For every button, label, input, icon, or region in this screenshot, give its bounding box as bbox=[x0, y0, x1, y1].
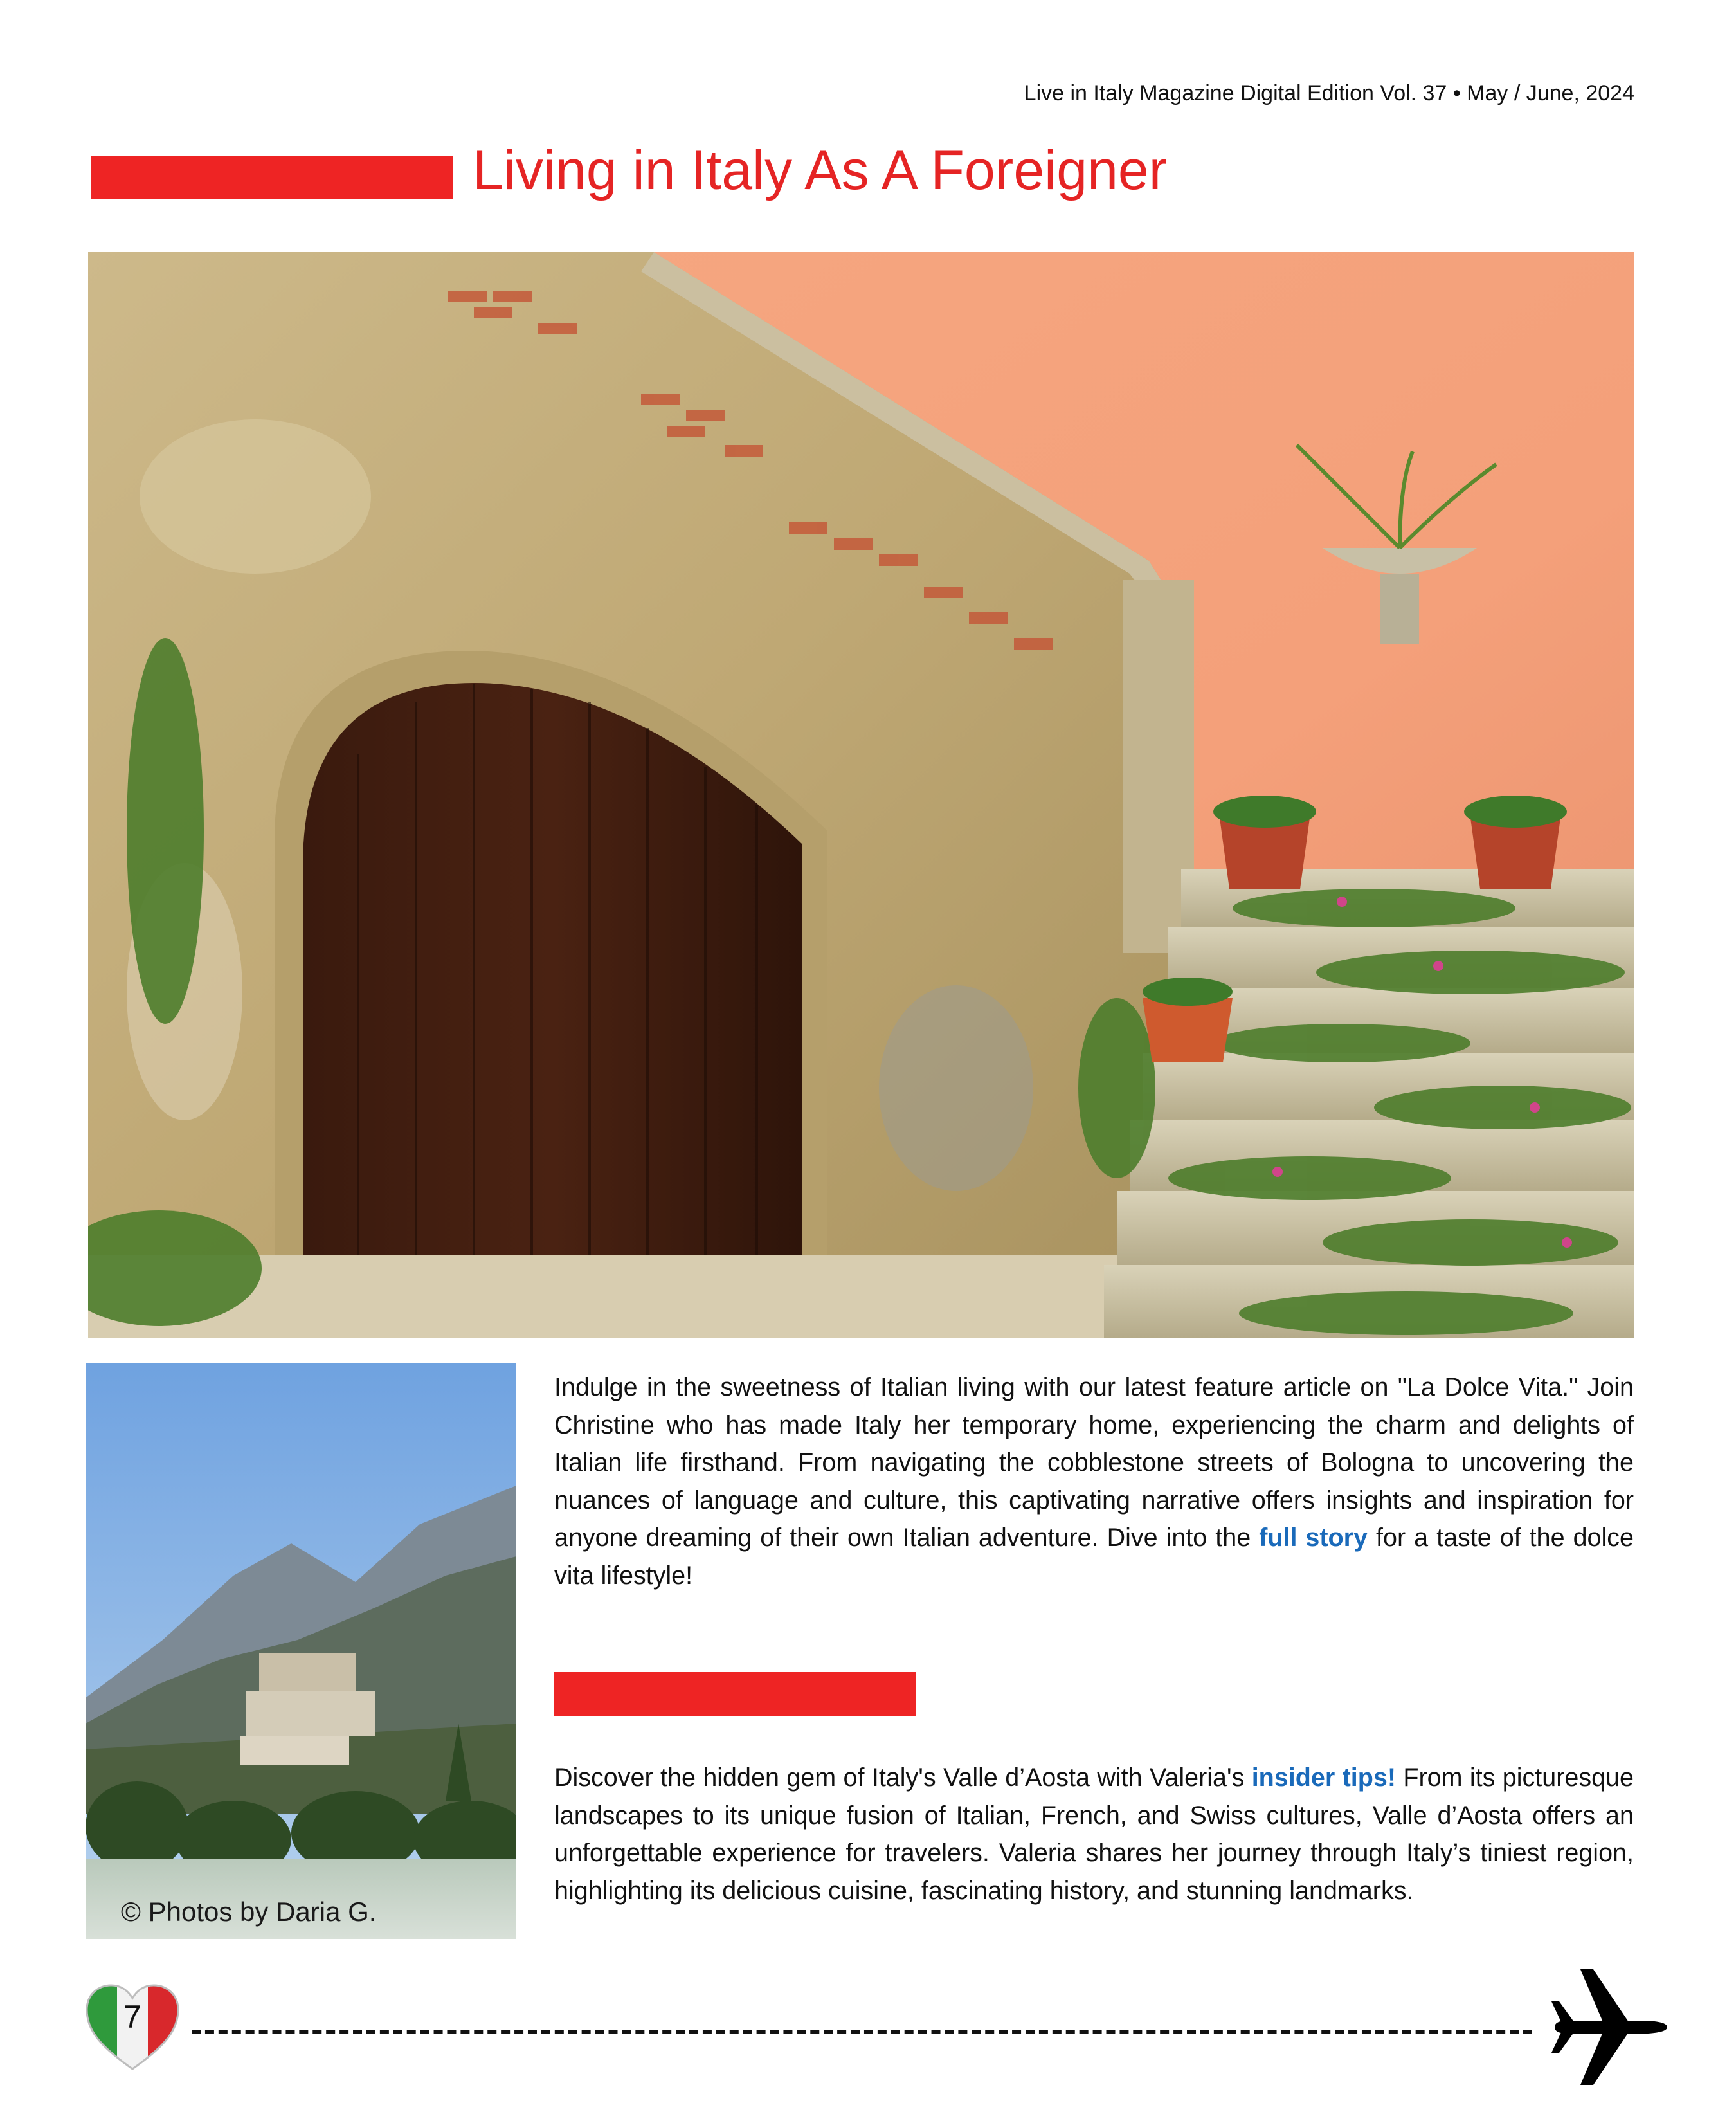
article2-text-start: Discover the hidden gem of Italy's Valle d’Aosta with Valeria's bbox=[554, 1763, 1252, 1792]
airplane-icon bbox=[1542, 1963, 1670, 2091]
hero-photo-archway bbox=[88, 252, 1634, 1338]
photo-credit: © Photos by Daria G. bbox=[121, 1897, 377, 1927]
insider-tips-link[interactable]: insider tips! bbox=[1251, 1763, 1396, 1792]
article2-text-end: From its picturesque landscapes to its unique fusion of Italian, French, and Swiss cultures, Valle d’Aosta offers an unforgettable experience for travelers. Valeria shares her journey through Italy’s tiniest region, highlighting its delicious cuisine, fascinating history, and stunning landmarks. bbox=[554, 1763, 1634, 1905]
article1-text-start: Indulge in the sweetness of Italian living with our latest feature article on "La Dolce Vita." Join Christine who has made Italy her temporary home, experiencing the charm and delights of Italian life firsthand. From navigating the cobblestone streets of Bologna to uncovering the nuances of language and culture, this captivating narrative offers insights and inspiration for anyone dreaming of their own Italian adventure. Dive into the bbox=[554, 1373, 1634, 1552]
page-number: 7 bbox=[123, 1999, 141, 2035]
dashed-flight-path bbox=[192, 2030, 1532, 2034]
article1-text-end: for a taste of the dolce vita lifestyle! bbox=[554, 1524, 1634, 1590]
page-title: Living in Italy As A Foreigner bbox=[473, 140, 1168, 201]
photo-valle-daosta-fort bbox=[86, 1363, 516, 1939]
article-dolce-vita-blurb bbox=[554, 1369, 1634, 1594]
section-accent-bar bbox=[554, 1672, 916, 1716]
full-story-link[interactable]: full story bbox=[1259, 1524, 1368, 1552]
article-valle-daosta-blurb bbox=[554, 1759, 1634, 1909]
title-accent-bar bbox=[91, 156, 453, 199]
edition-line: Live in Italy Magazine Digital Edition Vol. 37 • May / June, 2024 bbox=[1024, 81, 1634, 105]
italy-heart-icon bbox=[86, 1984, 179, 2071]
